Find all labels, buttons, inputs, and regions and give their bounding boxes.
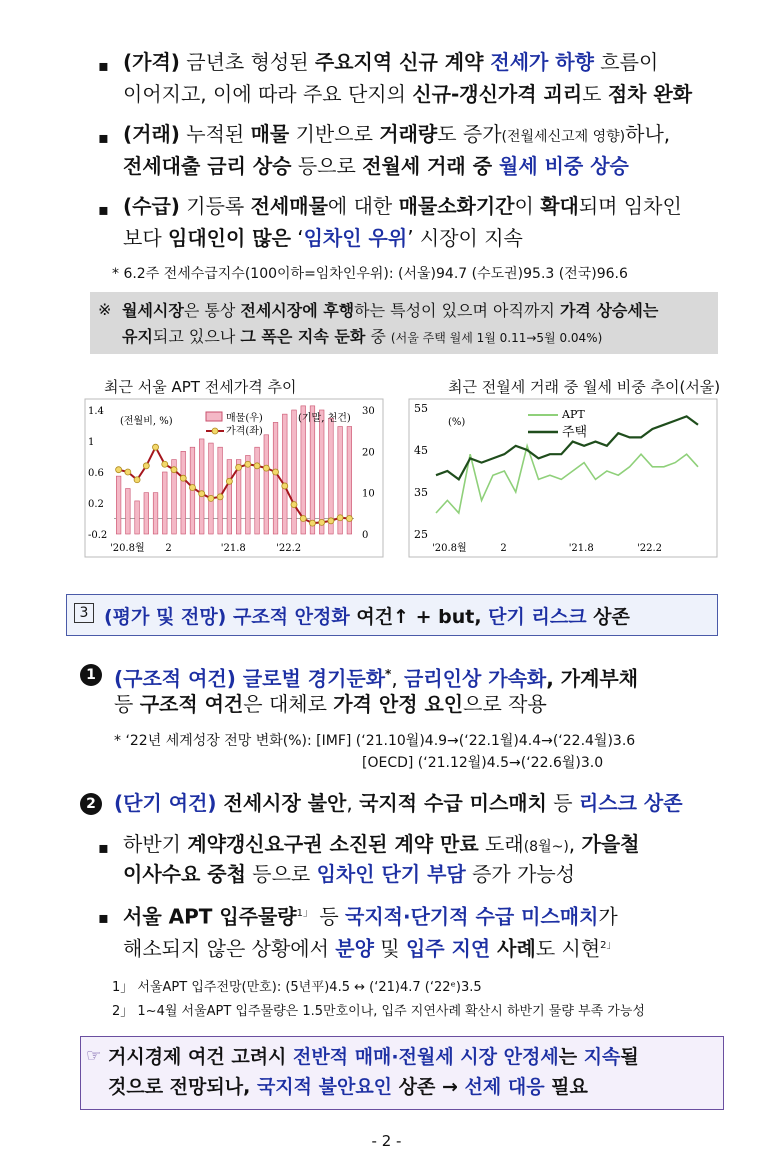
conclusion-line1: 거시경제 여건 고려시 전반적 매매·전월세 시장 안정세는 지속될 [108, 1046, 639, 1068]
note-line2: 유지되고 있으나 그 폭은 지속 둔화 중 (서울 주택 월세 1월 0.11→5월 0.04%) [122, 327, 603, 346]
x-tick: 2 [500, 543, 507, 554]
price-point [217, 494, 223, 500]
price-point [199, 491, 205, 497]
x-tick: '22.2 [637, 543, 663, 554]
bar [153, 493, 158, 534]
y2-tick: 20 [362, 447, 375, 459]
chart2-unit: (%) [448, 417, 466, 428]
bar [199, 439, 204, 534]
chart2-monthly-rent-share [408, 398, 718, 558]
price-point [309, 520, 315, 526]
bullet: ▪ [98, 200, 109, 219]
x-tick: '22.2 [276, 543, 302, 554]
price-point [208, 495, 214, 501]
y-tick: 0.6 [88, 468, 104, 479]
chart2-legend-apt: APT [562, 408, 585, 421]
page-number: - 2 - [371, 1132, 402, 1150]
item-number-2: 2 [80, 793, 102, 815]
bullet: ▪ [98, 56, 109, 75]
price-point [143, 463, 149, 469]
chart1-legend-bar: 매물(우) [226, 413, 263, 424]
bar [282, 414, 287, 534]
para-supply-line1: (수급) 기등록 전세매물에 대한 매물소화기간이 확대되며 임차인 [123, 194, 682, 218]
y2-tick: 30 [362, 406, 375, 417]
bar [319, 410, 324, 534]
bar [255, 447, 260, 534]
item1-line1: (구조적 여건) 글로벌 경기둔화*, 금리인상 가속화, 가계부채 [114, 666, 639, 691]
y-tick: -0.2 [88, 530, 108, 541]
bullet: ▪ [98, 838, 109, 857]
y-tick: 1.4 [88, 406, 104, 417]
x-tick: '20.8월 [432, 543, 467, 554]
footnote-1: 1」 서울APT 입주전망(만호): (5년平)4.5 ↔ (‘21)4.7 (‘22ᵉ)3.5 [112, 980, 482, 995]
price-point [328, 518, 334, 524]
chart2-title: 최근 전월세 거래 중 월세 비중 추이(서울) [448, 378, 721, 396]
price-point [226, 478, 232, 484]
bar [310, 406, 315, 534]
para-trade-line1: (거래) 누적된 매물 기반으로 거래량도 증가(전월세신고제 영향)하나, [123, 122, 671, 146]
price-point [254, 463, 260, 469]
price-point [300, 516, 306, 522]
para-trade-line2: 전세대출 금리 상승 등으로 전월세 거래 중 월세 비중 상승 [123, 154, 629, 178]
bar [209, 443, 214, 534]
y-tick: 55 [414, 402, 428, 415]
bar [264, 435, 269, 534]
conclusion-line2: 것으로 전망되나, 국지적 불안요인 상존 → 선제 대응 필요 [108, 1076, 588, 1098]
price-point [346, 516, 352, 522]
note-mark: ※ [98, 300, 112, 319]
para-price-line1: (가격) 금년초 형성된 주요지역 신규 계약 전세가 하향 흐름이 [123, 50, 659, 74]
price-point [319, 519, 325, 525]
chart1-right-unit: (기말, 천건) [298, 413, 351, 424]
footnote-oecd: [OECD] (‘21.12월)4.5→(‘22.6월)3.0 [362, 755, 604, 771]
price-point [134, 477, 140, 483]
price-point [263, 465, 269, 471]
bar [329, 418, 334, 534]
bar [126, 489, 131, 534]
para-price-line2: 이어지고, 이에 따라 주요 단지의 신규-갱신가격 괴리도 점차 완화 [123, 82, 693, 106]
item1-line2: 등 구조적 여건은 대체로 가격 안정 요인으로 작용 [114, 692, 547, 716]
price-point [162, 461, 168, 467]
x-tick: 2 [165, 543, 172, 554]
bar [292, 410, 297, 534]
bullet: ▪ [98, 128, 109, 147]
price-point [273, 469, 279, 475]
price-point [180, 475, 186, 481]
price-point [189, 485, 195, 491]
price-point [291, 502, 297, 508]
footnote-2: 2」 1~4월 서울APT 입주물량은 1.5만호이나, 입주 지연사례 확산시 하반기 물량 부족 가능성 [112, 1004, 645, 1019]
bar [162, 472, 167, 534]
bar [218, 447, 223, 534]
item-number-1: 1 [80, 664, 102, 686]
note-line1: 월세시장은 통상 전세시장에 후행하는 특성이 있으며 아직까지 가격 상승세는 [122, 301, 659, 320]
y-tick: 45 [414, 444, 428, 457]
bullet1-line2: 이사수요 중첩 등으로 임차인 단기 부담 증가 가능성 [123, 862, 576, 886]
y-tick: 25 [414, 528, 428, 541]
y-tick: 35 [414, 486, 428, 499]
price-point [245, 461, 251, 467]
bullet2-line2: 해소되지 않은 상황에서 분양 및 입주 지연 사례도 시현$^{2」}$ [123, 936, 617, 961]
bar [227, 460, 232, 534]
y-tick: 0.2 [88, 499, 104, 510]
bar [181, 451, 186, 534]
section3-title: (평가 및 전망) 구조적 안정화 여건↑ + but, 단기 리스크 상존 [104, 606, 630, 628]
pointing-hand-icon: ☞ [86, 1046, 102, 1066]
x-tick: '20.8월 [110, 543, 145, 554]
x-tick: '21.8 [220, 543, 246, 554]
bullet1-line1: 하반기 계약갱신요구권 소진된 계약 만료 도래(8월~), 가을철 [123, 832, 640, 856]
price-point [116, 467, 122, 473]
bar [144, 493, 149, 534]
bullet2-line1: 서울 APT 입주물량$^{1」}$ 등 국지적·단기적 수급 미스매치가 [123, 904, 618, 929]
footnote-world-growth: * ‘22년 세계성장 전망 변화(%): [IMF] (‘21.10월)4.9→(‘22.1월)4.4→(‘22.4월)3.6 [114, 733, 636, 749]
y-tick: 1 [88, 437, 95, 448]
bar [135, 501, 140, 534]
y2-tick: 10 [362, 488, 375, 500]
item2-line1: (단기 여건) 전세시장 불안, 국지적 수급 미스매치 등 리스크 상존 [114, 791, 683, 815]
para-supply-line2: 보다 임대인이 많은 ‘임차인 우위’ 시장이 지속 [123, 226, 523, 250]
price-point [171, 467, 177, 473]
chart1-jeonse-price [84, 398, 384, 558]
price-point [337, 515, 343, 521]
chart2-legend-house: 주택 [562, 425, 588, 440]
chart1-title: 최근 서울 APT 전세가격 추이 [104, 378, 297, 396]
price-point [236, 464, 242, 470]
bullet: ▪ [98, 908, 109, 927]
footnote-supply-index: * 6.2주 전세수급지수(100이하=임차인우위): (서울)94.7 (수도권)95.3 (전국)96.6 [112, 266, 628, 282]
chart1-left-unit: (전월비, %) [120, 416, 173, 427]
section-number: 3 [74, 603, 94, 623]
y2-tick: 0 [362, 530, 369, 541]
bar [116, 476, 121, 534]
price-point [125, 469, 131, 475]
legend-bar-swatch [206, 412, 222, 421]
x-tick: '21.8 [568, 543, 594, 554]
bar [273, 422, 278, 534]
price-point [153, 444, 159, 450]
chart1-legend-line: 가격(좌) [226, 426, 263, 437]
price-point [282, 483, 288, 489]
